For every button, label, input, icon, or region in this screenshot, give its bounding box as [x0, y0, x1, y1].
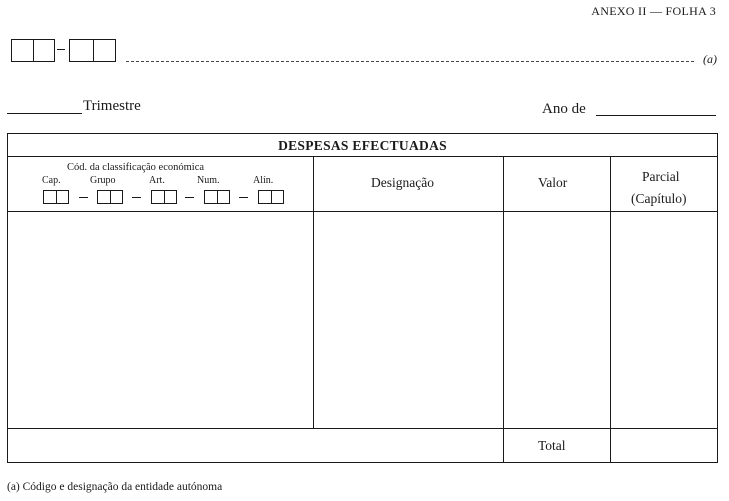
code-separator-dash: [57, 49, 65, 50]
annex-reference: ANEXO II — FOLHA 3: [591, 4, 716, 18]
classification-heading: Cód. da classificação económica: [67, 162, 205, 173]
entity-code-box-1[interactable]: [11, 39, 55, 62]
value-header: Valor: [538, 175, 568, 190]
total-value-cell[interactable]: [612, 430, 716, 461]
partial-entry-cell[interactable]: [612, 213, 716, 427]
col-art: Art.: [149, 175, 165, 186]
code-dash: [79, 197, 88, 198]
code-dash: [132, 197, 141, 198]
alin-code-box[interactable]: [258, 190, 284, 204]
value-entry-cell[interactable]: [505, 213, 609, 427]
col-divider-2: [503, 156, 504, 462]
art-code-box[interactable]: [151, 190, 177, 204]
num-code-box[interactable]: [204, 190, 230, 204]
year-label: Ano de: [542, 101, 586, 117]
year-blank[interactable]: [596, 115, 716, 116]
entity-code-box-2[interactable]: [69, 39, 116, 62]
col-divider-3: [610, 156, 611, 462]
entity-designation-line[interactable]: [126, 61, 694, 62]
col-alin: Alín.: [253, 175, 274, 186]
designation-entry-cell[interactable]: [315, 213, 502, 427]
partial-header: Parcial: [642, 169, 680, 184]
col-grupo: Grupo: [90, 175, 116, 186]
grupo-code-box[interactable]: [97, 190, 123, 204]
col-divider-1: [313, 156, 314, 428]
code-dash: [239, 197, 248, 198]
total-label: Total: [538, 438, 566, 453]
col-cap: Cap.: [42, 175, 61, 186]
expenses-table: [7, 133, 718, 463]
partial-chapter-header: (Capítulo): [631, 191, 687, 206]
designation-header: Designação: [371, 175, 434, 190]
code-dash: [185, 197, 194, 198]
quarter-blank[interactable]: [7, 113, 82, 114]
classification-entry-cell[interactable]: [9, 213, 312, 427]
table-title: DESPESAS EFECTUADAS: [278, 138, 447, 153]
col-num: Num.: [197, 175, 220, 186]
quarter-label: Trimestre: [83, 98, 141, 114]
cap-code-box[interactable]: [43, 190, 69, 204]
footnote: (a) Código e designação da entidade autónoma: [7, 481, 223, 493]
note-a-marker: (a): [703, 52, 717, 66]
